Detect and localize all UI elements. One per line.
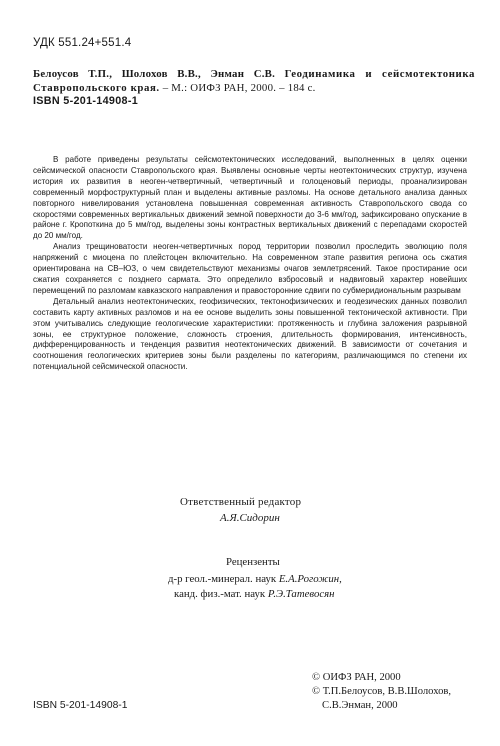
reviewer-name: Р.Э.Татевосян xyxy=(267,588,335,600)
editor-role: Ответственный редактор xyxy=(180,496,302,508)
book-title: Геодинамика и сейсмотектоника Ставропольского края. xyxy=(33,68,476,94)
abstract-paragraph: В работе приведены результаты сейсмотектонических исследований, выполненных в целях оценки сейсмической опасности Ставропольского края. Выявлены основные черты неотектонических структур, изучена история их развития в неоген-четвертичный, четвертичный и голоценовый периоды, проанализирован современный морфоструктурный план и выделены активные разломы. На основе детального анализа данных повторного нивелирования установлена повышенная современная активность Ставропольского свода со скоростями современных вертикальных движений земной поверхности до 3-6 мм/год, зафиксировано опускание в районе г. Кропоткина до 5 мм/год, выделены зоны контрастных вертикальных движений с перепадами скоростей до 20 мм/год. xyxy=(33,155,467,241)
copyright-line: © ОИФЗ РАН, 2000 xyxy=(312,672,401,683)
editor-name: А.Я.Сидорин xyxy=(220,512,280,524)
isbn-bottom: ISBN 5-201-14908-1 xyxy=(33,700,128,711)
reviewer-line xyxy=(174,587,488,602)
copyright-line: С.В.Энман, 2000 xyxy=(322,700,398,712)
isbn-top: ISBN 5-201-14908-1 xyxy=(33,95,139,107)
bibliographic-description xyxy=(33,68,475,109)
publication-info: – М.: ОИФЗ РАН, 2000. – 184 с. xyxy=(162,81,316,94)
reviewers xyxy=(168,555,488,602)
reviewer-line xyxy=(168,572,488,587)
reviewer-degree: канд. физ.-мат. наук xyxy=(174,588,266,600)
responsible-editor xyxy=(180,496,430,524)
abstract-paragraph: Детальный анализ неотектонических, геофизических, тектонофизических и геодезических данных позволил составить карту активных разломов и на ее основе выделить зоны повышенной тектонической активности. При этом учитывались следующие геологические характеристики: протяженность и глубина заложения разрывной зоны, ее структурное положение, сложность строения, длительность формирования, интенсивность, дифференцированность и тенденция развития неотектонических движений. В зависимости от сочетания и соотношения геологических критериев зоны были разделены по категориям, различающимся по степени их потенциальной сейсмической опасности. xyxy=(33,296,467,372)
udk-code: УДК 551.24+551.4 xyxy=(33,37,132,49)
reviewers-heading: Рецензенты xyxy=(226,556,280,568)
abstract-paragraph: Анализ трещиноватости неоген-четвертичных пород территории позволил проследить эволюцию поля напряжений с миоцена по плейстоцен включительно. На современном этапе развития региона ось сжатия ориентирована на СВ–ЮЗ, о чем свидетельствуют механизмы очагов землетрясений. Такое простирание оси сжатия сохраняется с позднего сармата. Это определило взбросовый и надвиговый характер новейших перемещений по разломам кавказского направления и правосторонние сдвиги по субмеридиональным разрывам xyxy=(33,242,467,295)
reviewer-degree: д-р геол.-минерал. наук xyxy=(168,573,277,585)
copyright-line: © Т.П.Белоусов, В.В.Шолохов, xyxy=(312,686,452,698)
copyright-block xyxy=(312,671,492,714)
authors: Белоусов Т.П., Шолохов В.В., Энман С.В. xyxy=(33,68,276,80)
abstract xyxy=(33,155,467,373)
reviewer-name: Е.А.Рогожин, xyxy=(278,573,342,585)
